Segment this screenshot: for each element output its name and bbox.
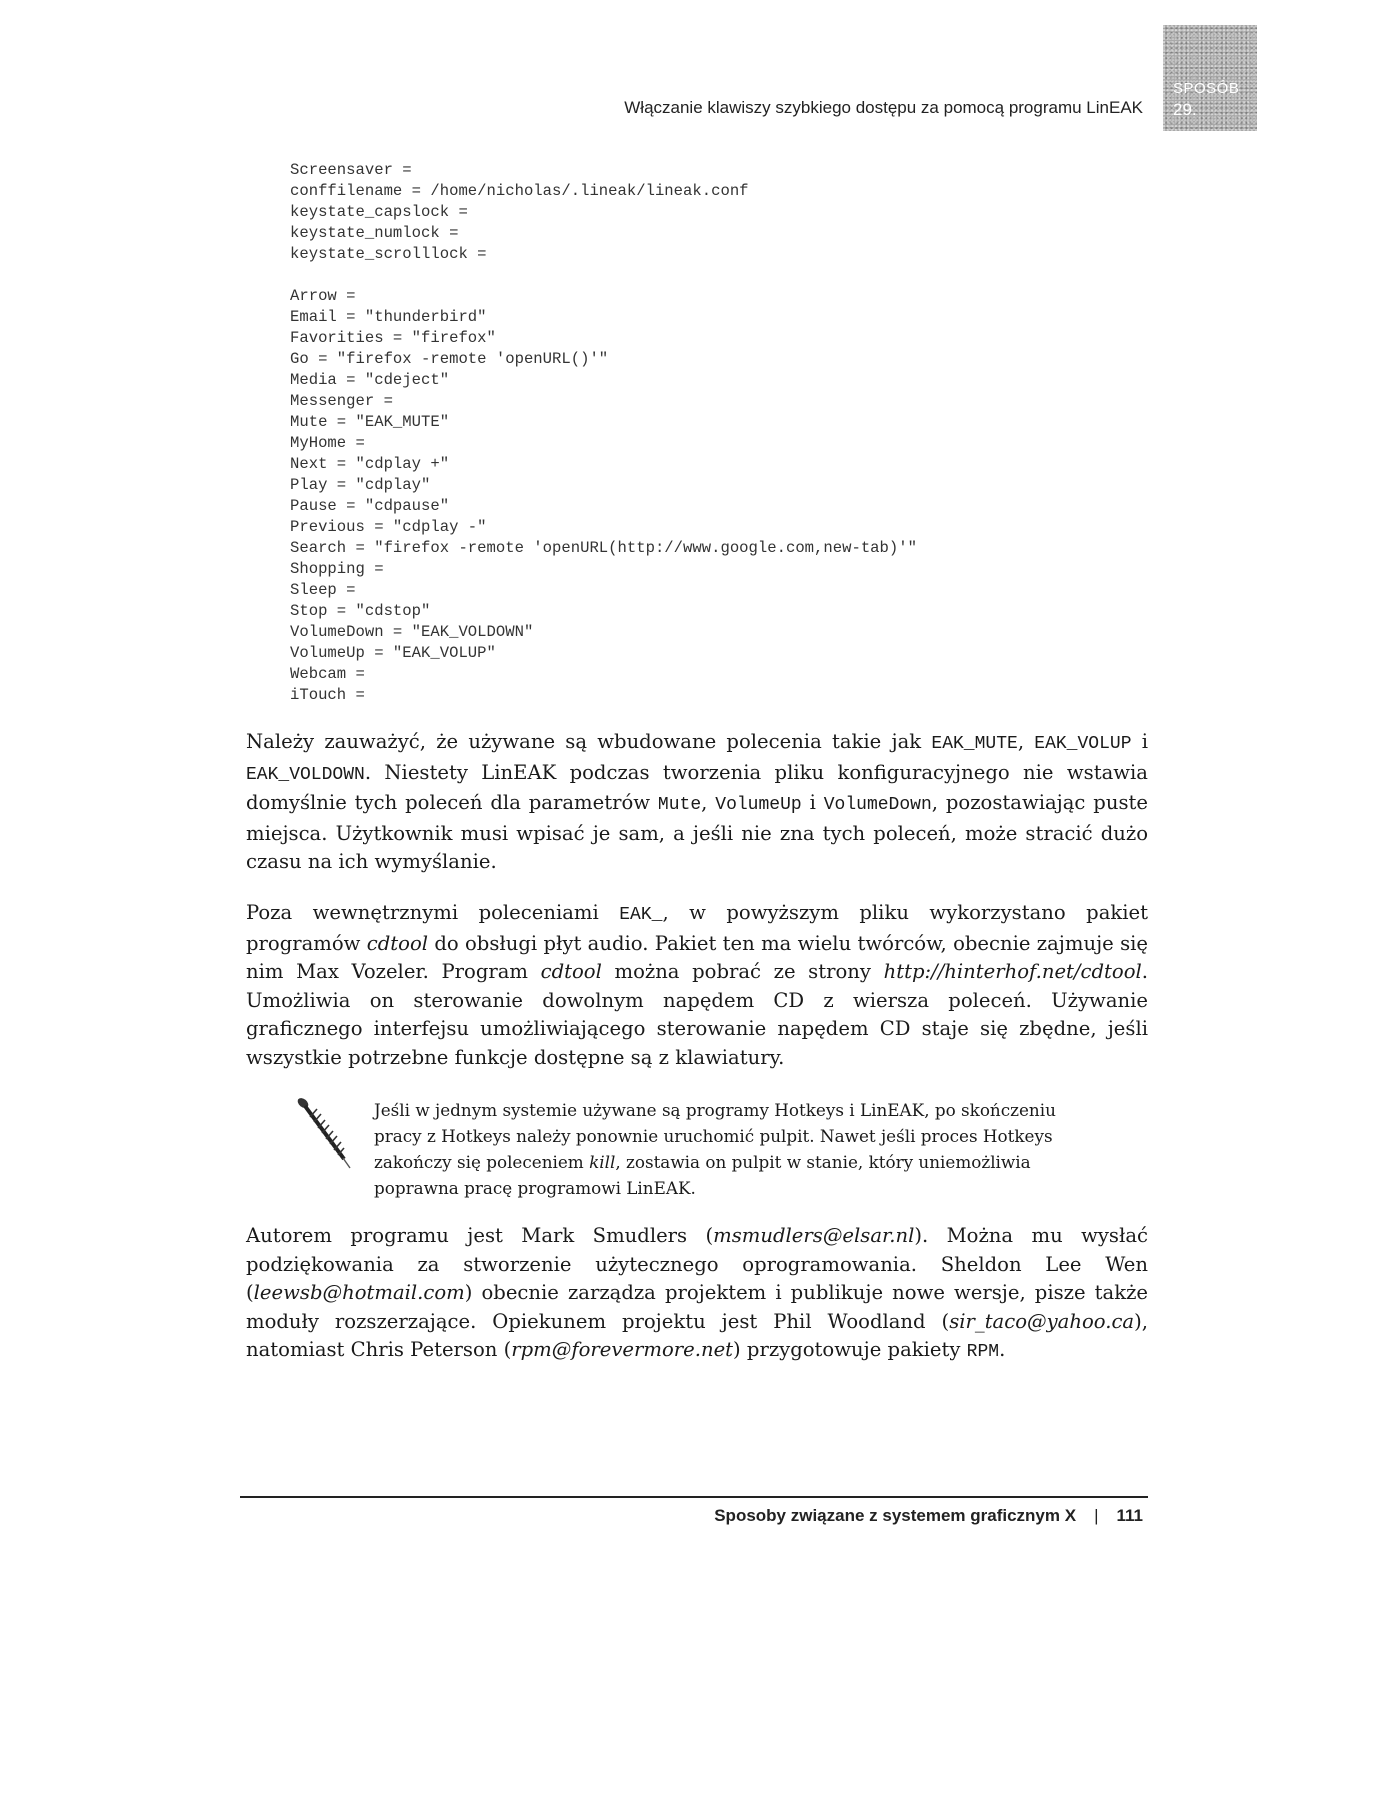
code-line: Messenger =	[290, 392, 393, 410]
code-line: Screensaver =	[290, 161, 412, 179]
screw-icon	[296, 1097, 354, 1171]
code-line: Previous = "cdplay -"	[290, 518, 487, 536]
cdtool-url: http://hinterhof.net/cdtool	[883, 960, 1142, 984]
code-line	[290, 265, 917, 286]
code-line: keystate_scrolllock =	[290, 245, 487, 263]
header-title: Włączanie klawiszy szybkiego dostępu za pomocą programu LinEAK	[624, 98, 1143, 117]
paragraph-authors: Autorem programu jest Mark Smudlers (msmudlers@elsar.nl). Można mu wysłać podziękowania za stworzenie użytecznego oprogramowania. Sheldon Lee Wen (leewsb@hotmail.com) obecnie zarządza projektem i publikuje nowe wersje, pisze także moduły rozszerzające. Opiekunem projektu jest Phil Woodland (sir_taco@yahoo.ca), natomiast Chris Peterson (rpm@forevermore.net) przygotowuje pakiety RPM.	[246, 1224, 1148, 1363]
badge-label: SPOSÓB	[1173, 80, 1240, 97]
code-line: conffilename = /home/nicholas/.lineak/lineak.conf	[290, 182, 749, 200]
running-footer	[714, 1506, 1143, 1526]
inline-code: EAK_	[619, 905, 663, 925]
code-line: Shopping =	[290, 560, 384, 578]
config-code-block	[290, 160, 917, 706]
inline-code: EAK_VOLUP	[1034, 734, 1132, 754]
hack-badge	[1163, 25, 1257, 131]
code-line: MyHome =	[290, 434, 365, 452]
email-link: sir_taco@yahoo.ca	[949, 1309, 1135, 1333]
email-link: rpm@forevermore.net	[511, 1338, 734, 1362]
footer-rule	[240, 1496, 1148, 1498]
italic-term: cdtool	[540, 960, 602, 984]
paragraph-cdtool: Poza wewnętrznymi poleceniami EAK_, w powyższym pliku wykorzystano pakiet programów cdtool do obsługi płyt audio. Pakiet ten ma wielu twórców, obecnie zajmuje się nim Max Vozeler. Program cdtool można pobrać ze strony http://hinterhof.net/cdtool. Umożliwia on sterowanie dowolnym napędem CD z wiersza poleceń. Używanie graficznego interfejsu umożliwiającego sterowanie napędem CD staje się zbędne, jeśli wszystkie potrzebne funkcje dostępne są z klawiatury.	[246, 901, 1149, 1069]
footer-separator: |	[1094, 1506, 1099, 1525]
inline-code: Mute	[657, 795, 702, 816]
code-line: VolumeUp = "EAK_VOLUP"	[290, 644, 496, 662]
footer-section: Sposoby związane z systemem graficznym X	[714, 1506, 1077, 1525]
code-line: keystate_numlock =	[290, 224, 459, 242]
code-line: Search = "firefox -remote 'openURL(http://www.google.com,new-tab)'"	[290, 539, 917, 557]
code-line: Pause = "cdpause"	[290, 497, 450, 515]
inline-code: RPM	[966, 1342, 1000, 1363]
code-line: Favorities = "firefox"	[290, 329, 496, 347]
page-number: 111	[1116, 1506, 1143, 1525]
code-line: Play = "cdplay"	[290, 476, 431, 494]
code-line: Webcam =	[290, 665, 365, 683]
italic-term: cdtool	[366, 931, 429, 955]
code-line: Mute = "EAK_MUTE"	[290, 413, 450, 431]
code-line: Next = "cdplay +"	[290, 455, 450, 473]
inline-code: EAK_VOLDOWN	[246, 764, 365, 785]
email-link: leewsb@hotmail.com	[253, 1281, 465, 1305]
inline-code: VolumeDown	[823, 795, 932, 816]
code-line: iTouch =	[290, 686, 365, 704]
inline-code: EAK_MUTE	[931, 734, 1018, 754]
code-line: Media = "cdeject"	[290, 371, 450, 389]
code-line: Stop = "cdstop"	[290, 602, 431, 620]
paragraph-builtin-commands: Należy zauważyć, że używane są wbudowane polecenia takie jak EAK_MUTE, EAK_VOLUP i EAK_VOLDOWN. Niestety LinEAK podczas tworzenia pliku konfiguracyjnego nie wstawia domyślnie tych poleceń dla parametrów Mute, VolumeUp i VolumeDown, pozostawiając puste miejsca. Użytkownik musi wpisać je sam, a jeśli nie zna tych poleceń, może stracić dużo czasu na ich wymyślanie.	[246, 730, 1148, 874]
code-line: keystate_capslock =	[290, 203, 468, 221]
email-link: msmudlers@elsar.nl	[713, 1224, 915, 1247]
code-line: Go = "firefox -remote 'openURL()'"	[290, 350, 609, 368]
italic-term: kill	[589, 1152, 616, 1172]
badge-number: 29.	[1173, 100, 1197, 119]
code-line: Sleep =	[290, 581, 356, 599]
code-line: Email = "thunderbird"	[290, 308, 487, 326]
note-text: Jeśli w jednym systemie używane są programy Hotkeys i LinEAK, po skończeniu pracy z Hotkeys należy ponownie uruchomić pulpit. Nawet jeśli proces Hotkeys zakończy się poleceniem kill, zostawia on pulpit w stanie, który uniemożliwia poprawna pracę programowi LinEAK.	[374, 1100, 1056, 1198]
inline-code: VolumeUp	[715, 795, 802, 816]
code-line: VolumeDown = "EAK_VOLDOWN"	[290, 623, 534, 641]
code-line: Arrow =	[290, 287, 356, 305]
